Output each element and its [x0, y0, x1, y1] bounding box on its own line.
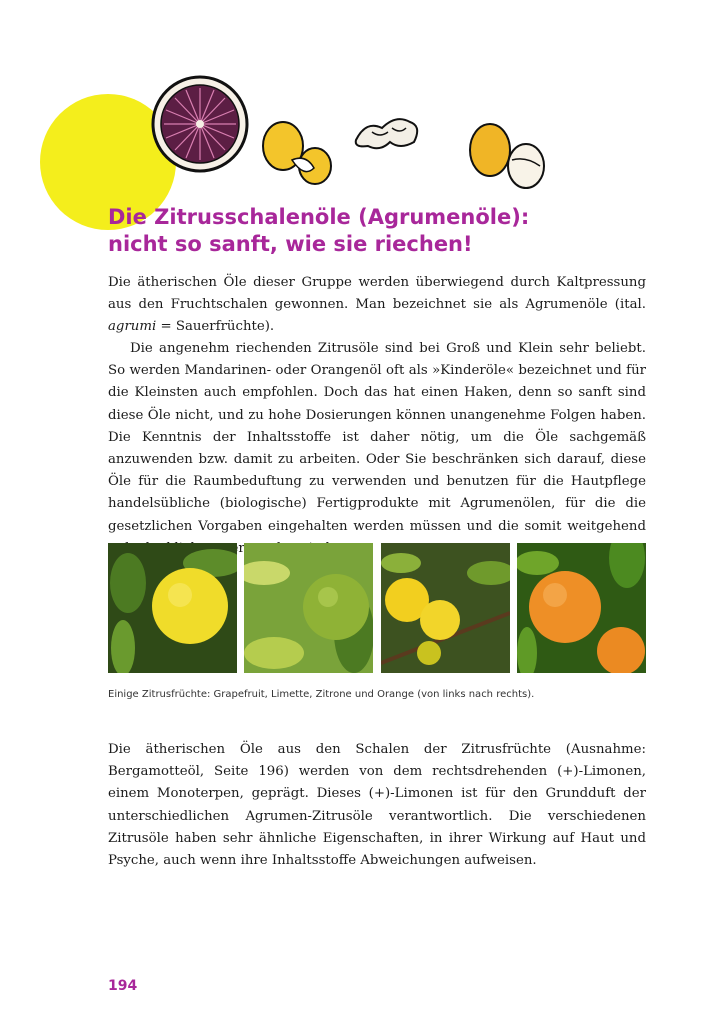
citrus-peel-spiral-icon: [356, 119, 417, 148]
heading-line-2: nicht so sanft, wie sie riechen!: [108, 232, 473, 256]
orange-photo: [517, 543, 646, 673]
heading-line-1: Die Zitrusschalenöle (Agrumenöle):: [108, 205, 530, 229]
citrus-illustration: [0, 0, 718, 230]
paragraph-3: [108, 739, 646, 872]
blood-orange-slice-icon: [153, 77, 247, 171]
intro-italic-term: agrumi: [108, 319, 157, 335]
page-heading: [108, 204, 648, 258]
paragraph-2: [108, 338, 646, 560]
lime-photo: [244, 543, 373, 673]
lemon-photo: [381, 543, 510, 673]
intro-paragraph: [108, 272, 646, 339]
photo-caption: Einige Zitrusfrüchte: Grapefruit, Limette, Zitrone und Orange (von links nach rechts).: [108, 689, 535, 700]
citrus-photo-strip: [108, 543, 646, 673]
citrus-peel-right-icon: [470, 124, 544, 188]
page-number: 194: [108, 978, 138, 994]
paragraph-3-text: Die ätherischen Öle aus den Schalen der Zitrusfrüchte (Ausnahme: Bergamotteöl, Seite 196) werden von dem rechtsdrehenden (+)-Limonen, einem Monoterpen, geprägt. Dieses (+)-Limonen ist für den Grundduft der unterschiedlichen Agrumen-Zitrusöle verantwortlich. Die verschiedenen Zitrusöle haben sehr ähnliche Eigenschaften, in ihrer Wirkung auf Haut und Psyche, auch wenn ihre Inhaltsstoffe Abweichungen aufweisen.: [108, 742, 646, 869]
citrus-peel-left-icon: [263, 122, 331, 184]
grapefruit-photo: [108, 543, 237, 673]
paragraph-2-text: Die angenehm riechenden Zitrusöle sind bei Groß und Klein sehr beliebt. So werden Mandarinen- oder Orangenöl oft als »Kinderöle« bezeichnet und für die Kleinsten auch empfohlen. Doch das hat einen Haken, denn so sanft sind diese Öle nicht, und zu hohe Dosierungen können unangenehme Folgen haben. Die Kenntnis der Inhaltsstoffe ist daher nötig, um die Öle sachgemäß anzuwenden bzw. damit zu arbeiten. Oder Sie beschränken sich darauf, diese Öle für die Raumbeduftung zu verwenden und benutzen für die Hautpflege handelsübliche (biologische) Fertigprodukte mit Agrumenölen, für die die gesetzlichen Vorgaben eingehalten werden müssen und die somit weitgehend: [108, 341, 646, 534]
intro-text-start: Die ätherischen Öle dieser Gruppe werden überwiegend durch Kaltpressung aus den Fruchtschalen gewonnen. Man bezeichnet sie als Agrumenöle (ital.: [108, 275, 646, 313]
intro-text-end: = Sauerfrüchte).: [156, 319, 275, 335]
